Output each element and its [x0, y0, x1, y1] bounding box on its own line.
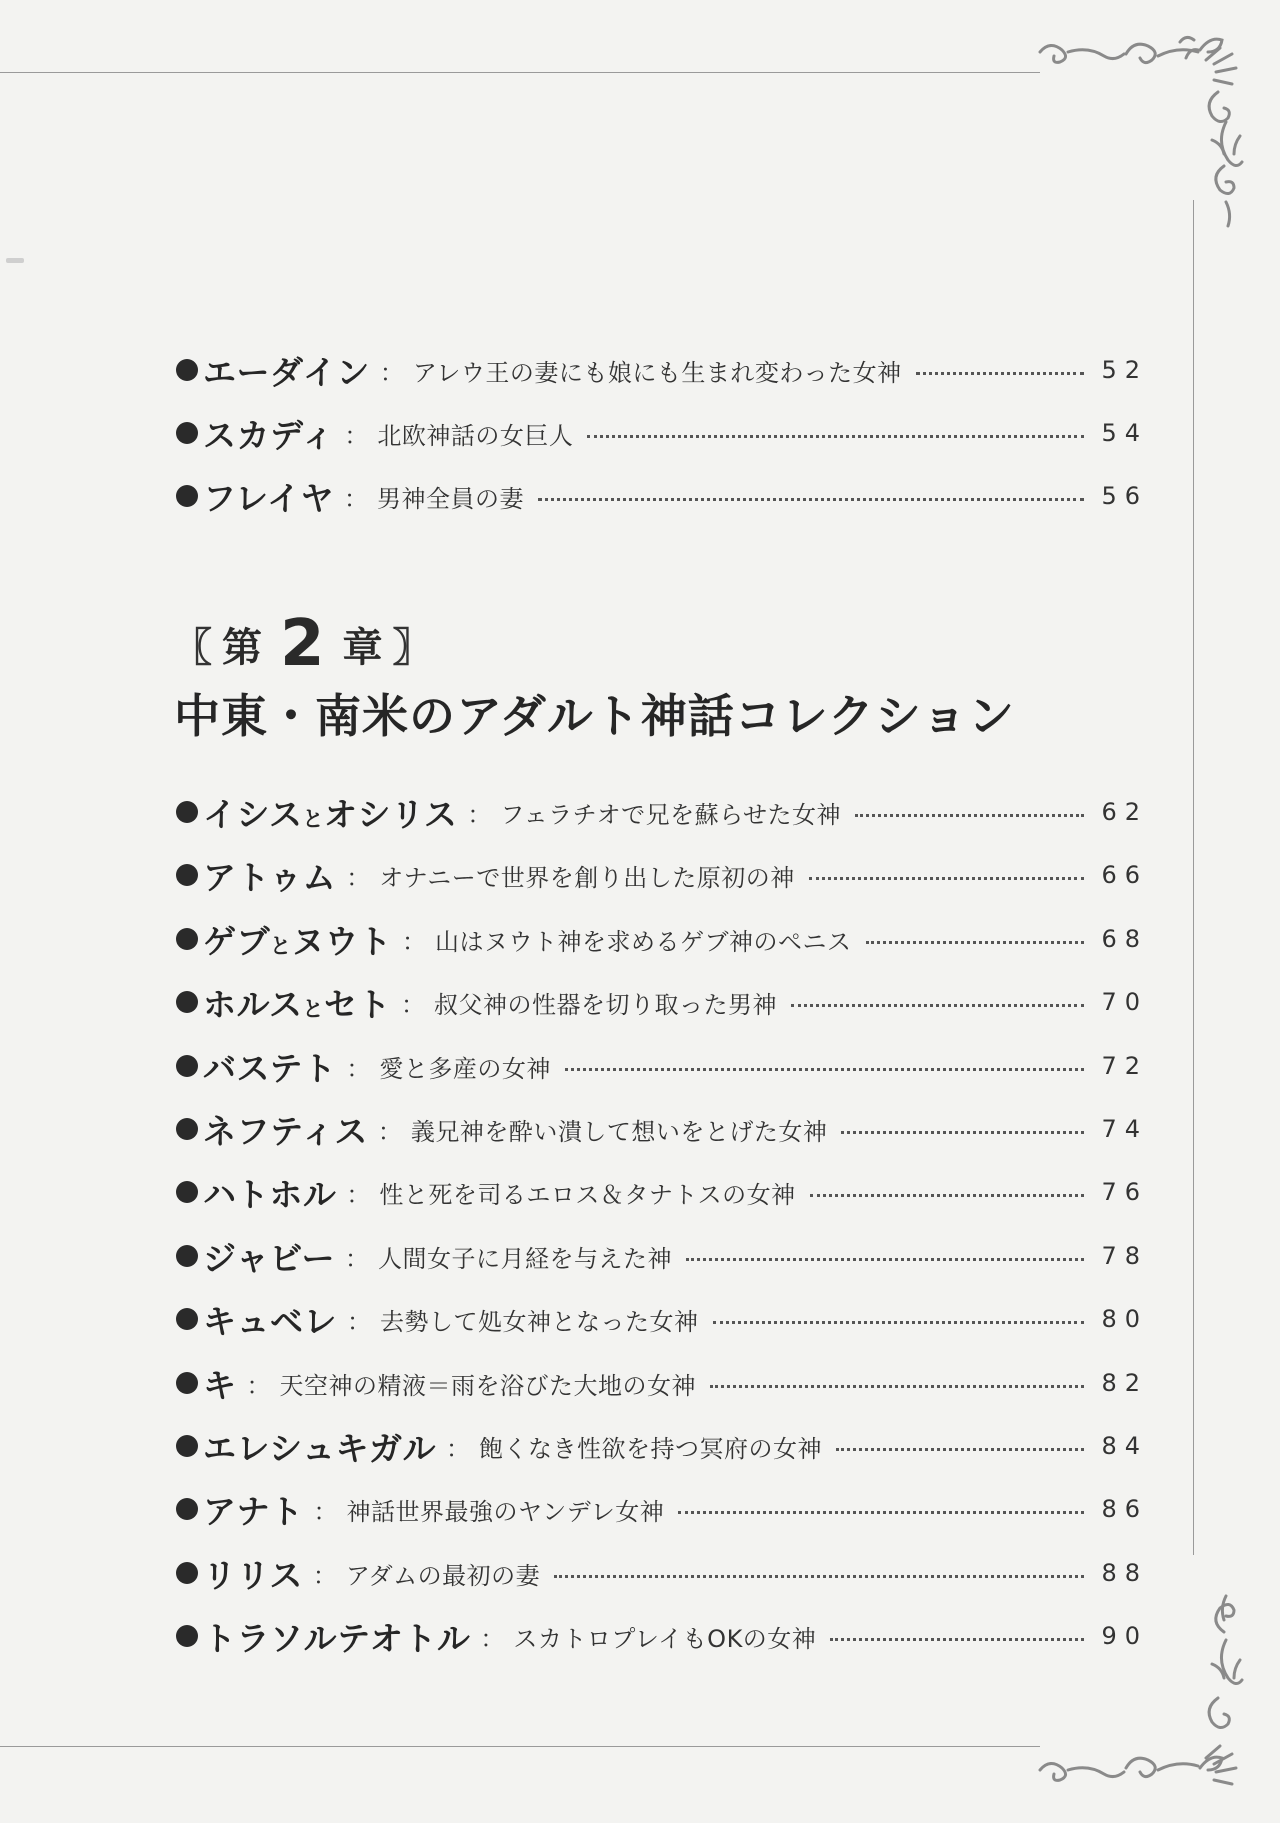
entry-name-join: と	[302, 806, 325, 831]
entry-description: 去勢して処女神となった女神	[380, 1307, 699, 1336]
entry-description: 神話世界最強のヤンデレ女神	[346, 1497, 665, 1526]
entry-name-part: バステト	[203, 1048, 337, 1088]
chapter-open-bracket: 〖	[172, 623, 212, 671]
toc-entry[interactable]	[176, 1549, 1148, 1597]
bullet-icon	[176, 1435, 198, 1457]
entry-colon: ：	[246, 1371, 271, 1400]
entry-name: エーダイン	[203, 352, 370, 392]
entry-name-part: ホルス	[203, 984, 303, 1024]
entry-colon: ：	[344, 484, 369, 513]
dot-leader	[713, 1321, 1085, 1324]
entry-name	[203, 1360, 237, 1407]
entry-page-number: 66	[1101, 861, 1148, 889]
entry-page-number: 56	[1101, 482, 1148, 510]
entry-name-part: アナト	[203, 1491, 304, 1531]
entry-description: 天空神の精液＝雨を浴びた大地の女神	[279, 1371, 696, 1400]
toc-entry[interactable]	[176, 788, 1148, 836]
entry-name-part: ヌウト	[291, 921, 392, 961]
toc-entry[interactable]	[176, 472, 1148, 520]
entry-name-part: セト	[324, 984, 392, 1024]
dot-leader	[866, 941, 1085, 944]
toc-entry[interactable]	[176, 1168, 1148, 1216]
toc-entry[interactable]	[176, 1612, 1148, 1660]
entry-name-part: ネフティス	[203, 1111, 368, 1151]
entry-description: 男神全員の妻	[377, 484, 525, 513]
entry-colon: ：	[446, 1434, 471, 1463]
entry-page-number: 52	[1101, 356, 1148, 384]
entry-name	[203, 1043, 336, 1090]
entry-page-number: 84	[1101, 1432, 1148, 1460]
entry-description: スカトロプレイもOKの女神	[513, 1624, 817, 1653]
dot-leader	[678, 1511, 1084, 1514]
dot-leader	[686, 1258, 1084, 1261]
bullet-icon	[176, 801, 198, 823]
dot-leader	[855, 814, 1084, 817]
entry-colon: ：	[346, 863, 371, 892]
entry-name-part: イシス	[203, 794, 303, 834]
toc-entry[interactable]	[176, 978, 1148, 1026]
entry-page-number: 70	[1101, 988, 1148, 1016]
dot-leader	[916, 372, 1084, 375]
entry-name	[203, 1233, 335, 1280]
entry-colon: ：	[402, 927, 426, 956]
entry-colon: ：	[467, 800, 492, 829]
bullet-icon	[176, 1562, 198, 1584]
entry-colon: ：	[346, 1054, 371, 1083]
toc-entry[interactable]	[176, 1485, 1148, 1533]
dot-leader	[554, 1575, 1084, 1578]
entry-page-number: 54	[1101, 419, 1148, 447]
toc-entry[interactable]	[176, 1359, 1148, 1407]
entry-name	[203, 1296, 337, 1343]
entry-colon: ：	[480, 1624, 505, 1653]
toc-entry[interactable]	[176, 1042, 1148, 1090]
entry-description: 愛と多産の女神	[379, 1054, 551, 1083]
entry-name-join: と	[302, 996, 325, 1021]
dot-leader	[836, 1448, 1084, 1451]
entry-name-part: リリス	[203, 1555, 303, 1595]
entry-name	[203, 1486, 304, 1533]
bullet-icon	[176, 1181, 198, 1203]
entry-name-part: オシリス	[324, 794, 458, 834]
entry-page-number: 68	[1101, 925, 1148, 953]
entry-colon: ：	[345, 1244, 370, 1273]
bullet-icon	[176, 1118, 198, 1140]
entry-colon: ：	[379, 358, 404, 387]
entry-colon: ：	[313, 1497, 338, 1526]
entry-name-part: キ	[203, 1365, 237, 1405]
entry-name-part: エレシュキガル	[203, 1428, 437, 1468]
entry-colon: ：	[401, 990, 426, 1019]
toc-entry[interactable]	[176, 1105, 1148, 1153]
entry-description: アレウ王の妻にも娘にも生まれ変わった女神	[412, 358, 902, 387]
entry-page-number: 62	[1101, 798, 1148, 826]
entry-description: 北欧神話の女巨人	[377, 421, 574, 450]
toc-entry[interactable]	[176, 1232, 1148, 1280]
entry-colon: ：	[346, 1180, 371, 1209]
bullet-icon	[176, 928, 198, 950]
entry-colon: ：	[377, 1117, 402, 1146]
frame-line-bottom	[0, 1746, 1040, 1747]
entry-description: 飽くなき性欲を持つ冥府の女神	[479, 1434, 823, 1463]
entry-page-number: 74	[1101, 1115, 1148, 1143]
entry-name	[203, 852, 336, 899]
toc-entry[interactable]	[176, 1295, 1148, 1343]
bullet-icon	[176, 991, 198, 1013]
bullet-icon	[176, 1372, 198, 1394]
entry-name-part: キュベレ	[203, 1301, 337, 1341]
chapter-close-bracket: 〗	[392, 623, 433, 671]
dot-leader	[791, 1004, 1084, 1007]
entry-name	[203, 789, 457, 836]
dot-leader	[538, 498, 1084, 501]
frame-line-top	[0, 72, 1040, 73]
entry-description: フェラチオで兄を蘇らせた女神	[500, 800, 841, 829]
chapter-heading	[172, 607, 433, 681]
bullet-icon	[176, 1055, 198, 1077]
entry-name	[203, 1169, 336, 1216]
entry-colon: ：	[347, 1307, 371, 1336]
dot-leader	[810, 1194, 1084, 1197]
chapter-suffix: 章	[342, 624, 383, 671]
entry-page-number: 90	[1101, 1622, 1148, 1650]
toc-entry[interactable]	[176, 346, 1148, 394]
chapter-prefix: 第	[222, 624, 262, 671]
entry-description: 人間女子に月経を与えた神	[378, 1244, 673, 1273]
entry-name	[203, 916, 392, 963]
frame-line-right	[1193, 200, 1194, 1555]
entry-name	[203, 1423, 436, 1470]
entry-name-part: ゲブ	[203, 921, 270, 961]
bullet-icon	[176, 1308, 198, 1330]
corner-ornament-top-icon	[1030, 32, 1260, 242]
toc-entry[interactable]	[176, 409, 1148, 457]
entry-description: 叔父神の性器を切り取った男神	[434, 990, 778, 1019]
bullet-icon	[176, 1498, 198, 1520]
entry-page-number: 80	[1101, 1305, 1148, 1333]
entry-name	[203, 979, 391, 1026]
bullet-icon	[176, 1245, 198, 1267]
entry-name-part: ジャビー	[203, 1238, 336, 1278]
entry-description: アダムの最初の妻	[345, 1561, 541, 1590]
entry-page-number: 78	[1101, 1242, 1148, 1270]
dot-leader	[565, 1068, 1084, 1071]
dot-leader	[830, 1638, 1084, 1641]
entry-colon: ：	[312, 1561, 337, 1590]
entry-name-part: ハトホル	[203, 1174, 337, 1214]
entry-page-number: 88	[1101, 1559, 1148, 1587]
dot-leader	[841, 1131, 1084, 1134]
dot-leader	[809, 877, 1084, 880]
bullet-icon	[176, 422, 198, 444]
entry-colon: ：	[344, 421, 369, 450]
chapter-title: 中東・南米のアダルト神話コレクション	[174, 689, 1015, 743]
entry-description: 山はヌウト神を求めるゲブ神のペニス	[435, 927, 852, 956]
bullet-icon	[176, 485, 198, 507]
entry-page-number: 82	[1101, 1369, 1148, 1397]
bullet-icon	[176, 864, 198, 886]
entry-page-number: 72	[1101, 1052, 1148, 1080]
toc-entry[interactable]	[176, 915, 1148, 963]
entry-page-number: 86	[1101, 1495, 1148, 1523]
entry-description: オナニーで世界を創り出した原初の神	[379, 863, 795, 892]
toc-entry[interactable]	[176, 851, 1148, 899]
entry-name-part: アトゥム	[203, 857, 337, 897]
bullet-icon	[176, 359, 198, 381]
bullet-icon	[176, 1625, 198, 1647]
entry-page-number: 76	[1101, 1178, 1148, 1206]
entry-name-part: トラソルテオトル	[203, 1618, 471, 1658]
toc-entry[interactable]	[176, 1422, 1148, 1470]
dot-leader	[587, 435, 1084, 438]
entry-name: フレイヤ	[203, 478, 335, 518]
dot-leader	[710, 1385, 1084, 1388]
entry-name: スカディ	[203, 415, 335, 455]
entry-name	[203, 1613, 470, 1660]
entry-name	[203, 1106, 368, 1153]
paper-speck	[6, 258, 24, 263]
entry-name-join: と	[270, 933, 292, 958]
entry-description: 性と死を司るエロス＆タナトスの女神	[379, 1180, 796, 1209]
entry-description: 義兄神を酔い潰して想いをとげた女神	[410, 1117, 828, 1146]
chapter-number: 2	[280, 607, 325, 681]
entry-name	[203, 1550, 303, 1597]
